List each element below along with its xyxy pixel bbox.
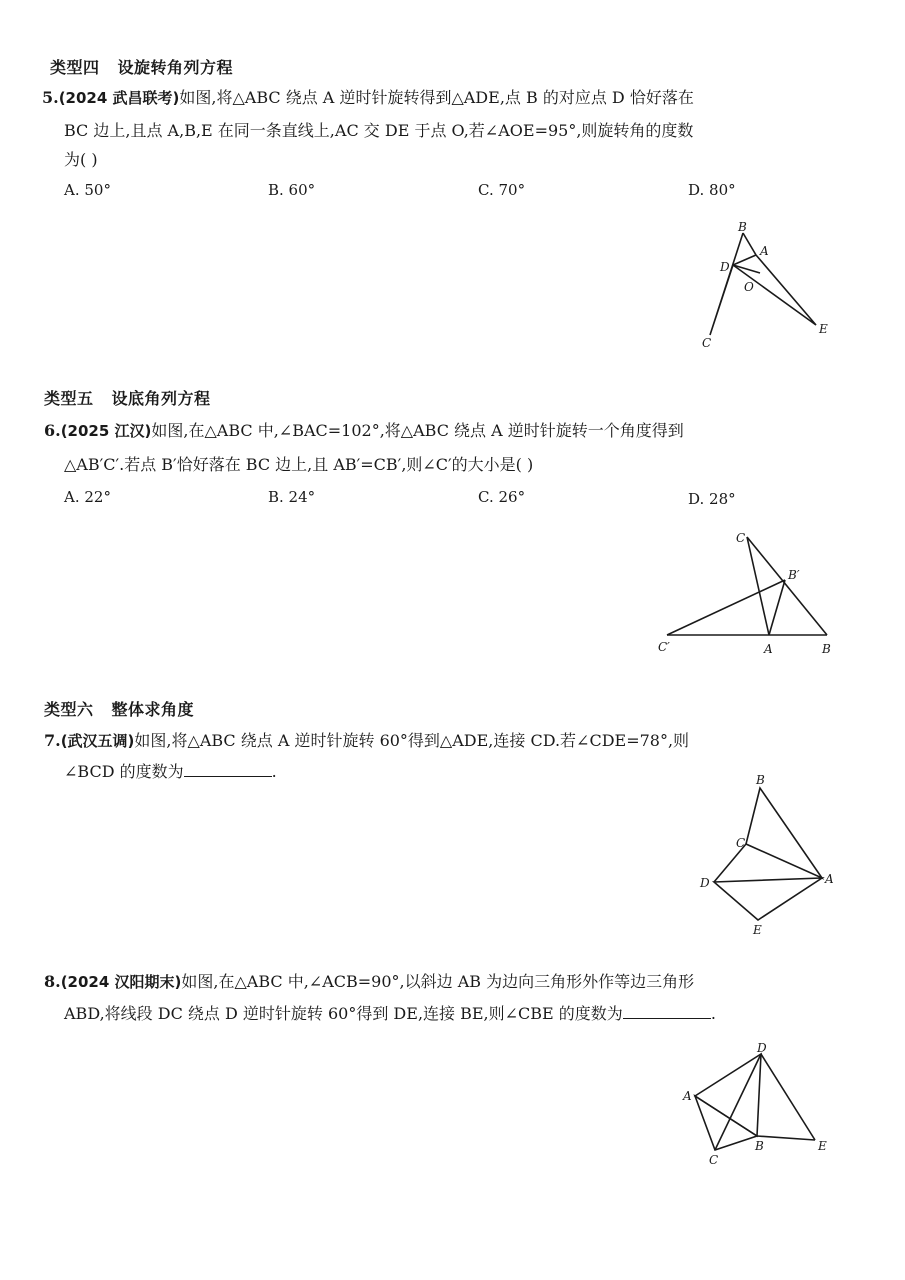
segment-c-b xyxy=(747,537,827,635)
q5-line1 xyxy=(42,88,694,108)
label-b: B xyxy=(822,642,831,656)
question-text: ABD,将线段 DC 绕点 D 逆时针旋转 60°得到 DE,连接 BE,则∠CBE 的度数为 xyxy=(64,1004,623,1023)
q6-line1 xyxy=(44,421,684,441)
q8-figure xyxy=(675,1040,835,1170)
q6-choice-d[interactable]: D. 28° xyxy=(688,490,736,508)
q5-figure xyxy=(690,215,840,355)
label-c: C xyxy=(736,531,746,545)
q7-figure xyxy=(690,770,840,940)
question-source: (2024 汉阳期末) xyxy=(60,973,182,991)
question-number: 8. xyxy=(44,972,61,991)
question-text: 如图,将△ABC 绕点 A 逆时针旋转得到△ADE,点 B 的对应点 D 恰好落在 xyxy=(179,88,694,107)
label-b: B xyxy=(755,1139,764,1153)
q6-choice-c[interactable]: C. 26° xyxy=(478,488,526,506)
label-d: D xyxy=(757,1041,767,1055)
segment-do xyxy=(733,265,760,273)
label-d: D xyxy=(700,876,710,890)
section-title-type5 xyxy=(44,386,211,409)
question-source: (武汉五调) xyxy=(60,732,135,750)
segment-da xyxy=(733,255,756,265)
section-label: 类型五 xyxy=(44,389,94,408)
question-number: 5. xyxy=(42,88,59,107)
section-title-type6 xyxy=(44,697,194,720)
section-heading: 设底角列方程 xyxy=(111,389,211,408)
label-c: C xyxy=(702,336,712,350)
question-number: 7. xyxy=(44,731,61,750)
label-a: A xyxy=(764,642,773,656)
segment-a-bprime xyxy=(769,580,785,635)
question-text-end: . xyxy=(710,1004,716,1023)
label-e: E xyxy=(819,322,828,336)
triangle-ade xyxy=(714,878,822,920)
q7-line2 xyxy=(64,762,277,782)
question-text: 如图,将△ABC 绕点 A 逆时针旋转 60°得到△ADE,连接 CD.若∠CDE=78°,则 xyxy=(134,731,690,750)
label-a: A xyxy=(825,872,834,886)
label-d: D xyxy=(720,260,730,274)
q7-line1 xyxy=(44,731,689,751)
label-c: C xyxy=(736,836,746,850)
q5-choice-a[interactable]: A. 50° xyxy=(64,181,111,199)
q8-line1 xyxy=(44,972,694,992)
q5-line2: BC 边上,且点 A,B,E 在同一条直线上,AC 交 DE 于点 O,若∠AOE=95°,则旋转角的度数 xyxy=(64,121,694,140)
segment-de xyxy=(761,1054,815,1140)
section-title-type4 xyxy=(50,55,233,78)
section-heading: 整体求角度 xyxy=(111,700,195,719)
label-bprime: B′ xyxy=(788,568,800,582)
q5-choice-b[interactable]: B. 60° xyxy=(268,181,316,199)
label-e: E xyxy=(818,1139,827,1153)
label-b: B xyxy=(756,773,765,787)
section-label: 类型六 xyxy=(44,700,94,719)
label-c: C xyxy=(709,1153,719,1167)
segment-be xyxy=(757,1136,815,1140)
q6-choice-a[interactable]: A. 22° xyxy=(64,488,111,506)
triangle-abc xyxy=(746,788,822,878)
question-text: 如图,在△ABC 中,∠BAC=102°,将△ABC 绕点 A 逆时针旋转一个角度得到 xyxy=(151,421,684,440)
label-o: O xyxy=(744,280,754,294)
q5-line3: 为( ) xyxy=(64,150,98,169)
label-b: B xyxy=(738,220,747,234)
answer-blank[interactable] xyxy=(184,762,272,777)
question-text: ∠BCD 的度数为 xyxy=(64,762,184,781)
label-e: E xyxy=(753,923,762,937)
question-number: 6. xyxy=(44,421,61,440)
q6-choice-b[interactable]: B. 24° xyxy=(268,488,316,506)
question-text: 如图,在△ABC 中,∠ACB=90°,以斜边 AB 为边向三角形外作等边三角形 xyxy=(181,972,695,991)
answer-blank[interactable] xyxy=(623,1004,711,1019)
triangle-acb xyxy=(695,1096,757,1150)
q6-line2: △AB′C′.若点 B′恰好落在 BC 边上,且 AB′=CB′,则∠C′的大小是( ) xyxy=(64,455,534,474)
segment-ba xyxy=(743,233,756,255)
label-a: A xyxy=(683,1089,692,1103)
q5-choice-d[interactable]: D. 80° xyxy=(688,181,736,199)
question-text-end: . xyxy=(271,762,277,781)
label-a: A xyxy=(760,244,769,258)
q6-figure xyxy=(652,525,842,660)
q5-choice-c[interactable]: C. 70° xyxy=(478,181,526,199)
question-source: (2025 江汉) xyxy=(60,422,152,440)
question-source: (2024 武昌联考) xyxy=(58,89,180,107)
section-label: 类型四 xyxy=(50,58,100,77)
q8-line2 xyxy=(64,1004,716,1024)
section-heading: 设旋转角列方程 xyxy=(117,58,234,77)
label-cprime: C′ xyxy=(658,640,670,654)
